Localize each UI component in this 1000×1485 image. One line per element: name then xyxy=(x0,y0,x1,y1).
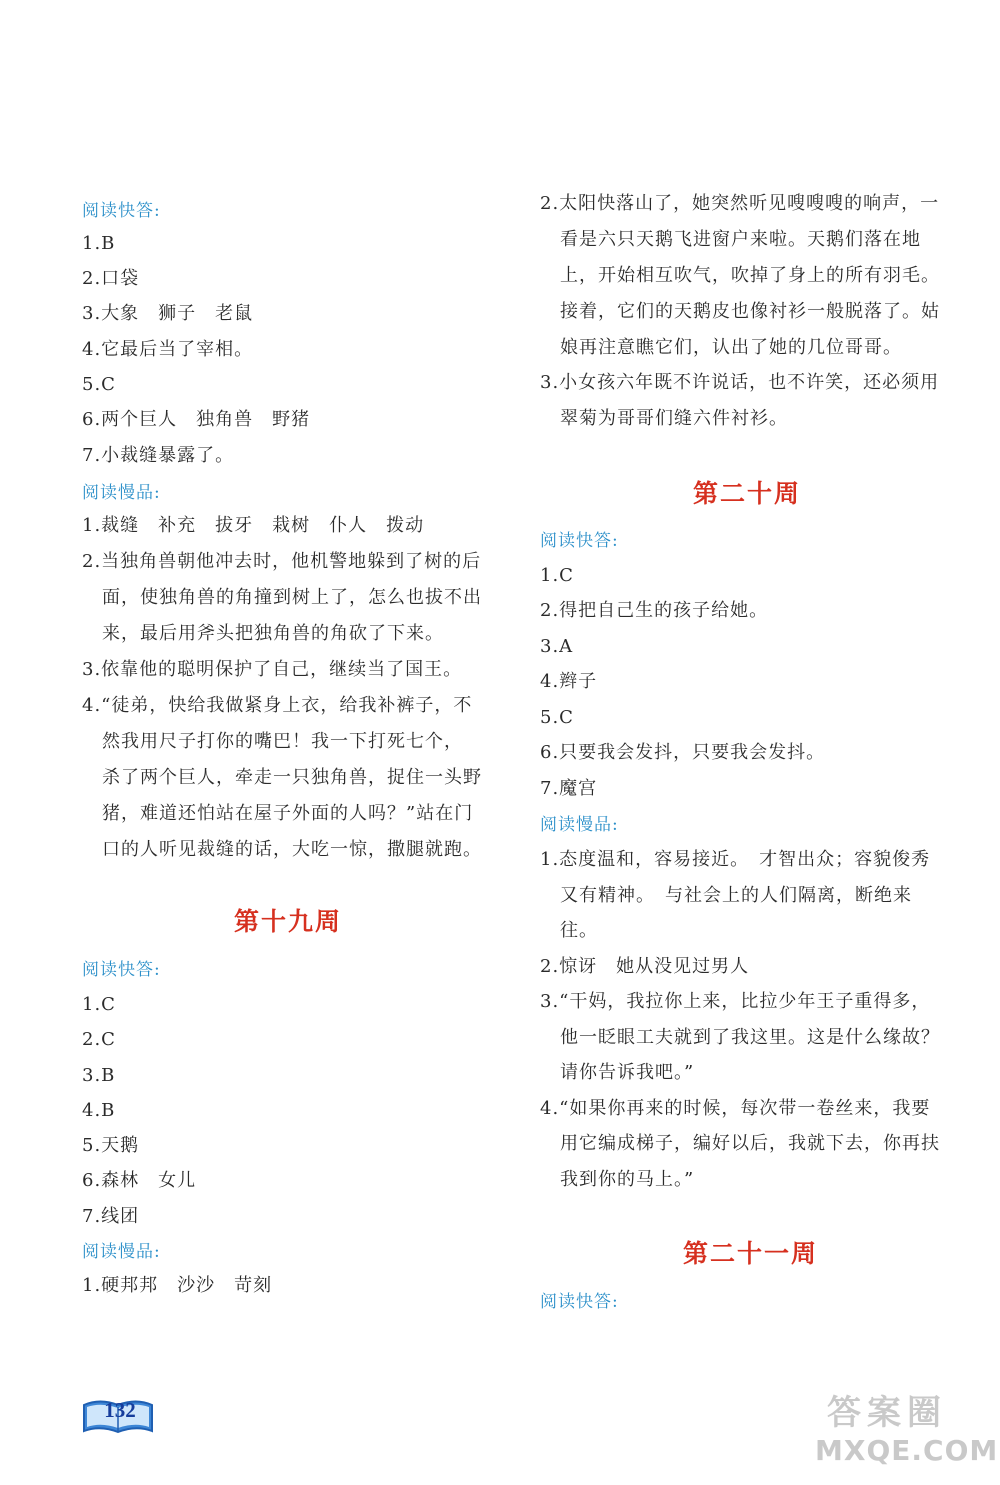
answer-line: 3.小女孩六年既不许说话，也不许笑，还必须用 xyxy=(540,372,940,393)
section-label: 阅读慢品: xyxy=(82,483,161,503)
answer-line: 娘再注意瞧它们，认出了她的几位哥哥。 xyxy=(560,337,902,358)
answer-line: 2.惊讶 她从没见过男人 xyxy=(540,956,750,977)
answer-line: 6.森林 女儿 xyxy=(82,1170,197,1191)
answer-line: 1.B xyxy=(82,233,116,254)
answer-line: 猪，难道还怕站在屋子外面的人吗？”站在门 xyxy=(102,803,474,824)
week-heading-21: 第二十一周 xyxy=(683,1239,819,1268)
answer-line: 3.A xyxy=(540,636,574,657)
answer-line: 3.依靠他的聪明保护了自己，继续当了国王。 xyxy=(82,659,463,680)
answer-line: 我到你的马上。” xyxy=(560,1169,695,1190)
section-label: 阅读快答: xyxy=(82,960,161,980)
answer-line: 往。 xyxy=(560,920,598,941)
answer-line: 4.B xyxy=(82,1100,116,1121)
answer-line: 2.C xyxy=(82,1029,116,1050)
answer-line: 5.C xyxy=(540,707,574,728)
answer-line: 来，最后用斧头把独角兽的角砍了下来。 xyxy=(102,623,444,644)
answer-line: 4.辫子 xyxy=(540,671,598,692)
answer-line: 1.态度温和，容易接近。 才智出众；容貌俊秀 xyxy=(540,849,931,870)
section-label: 阅读快答: xyxy=(540,531,619,551)
page-number: 132 xyxy=(104,1398,136,1422)
answer-line: 4.“如果你再来的时候，每次带一卷丝来，我要 xyxy=(540,1098,931,1119)
answer-line: 杀了两个巨人，牵走一只独角兽，捉住一头野 xyxy=(102,767,482,788)
answer-line: 口的人听见裁缝的话，大吃一惊，撒腿就跑。 xyxy=(102,839,482,860)
answer-line: 2.口袋 xyxy=(82,268,140,289)
answer-line: 2.得把自己生的孩子给她。 xyxy=(540,600,769,621)
answer-line: 1.硬邦邦 沙沙 苛刻 xyxy=(82,1275,273,1296)
section-label: 阅读慢品: xyxy=(82,1242,161,1262)
week-heading-20: 第二十周 xyxy=(693,479,802,508)
answer-line: 4.它最后当了宰相。 xyxy=(82,339,254,360)
answer-line: 又有精神。 与社会上的人们隔离，断绝来 xyxy=(560,885,912,906)
watermark-title: 答案圈 xyxy=(827,1393,947,1433)
section-label: 阅读快答: xyxy=(82,201,161,221)
answer-line: 1.裁缝 补充 拔牙 栽树 仆人 拨动 xyxy=(82,515,425,536)
answer-line: 6.只要我会发抖，只要我会发抖。 xyxy=(540,742,826,763)
answer-line: 上，开始相互吹气，吹掉了身上的所有羽毛。 xyxy=(560,265,940,286)
answer-line: 1.C xyxy=(540,565,574,586)
section-label: 阅读慢品: xyxy=(540,815,619,835)
answer-line: 翠菊为哥哥们缝六件衬衫。 xyxy=(560,408,788,429)
answer-line: 请你告诉我吧。” xyxy=(560,1062,695,1083)
watermark-logo xyxy=(815,1392,999,1478)
answer-line: 3.B xyxy=(82,1065,116,1086)
answer-line: 6.两个巨人 独角兽 野猪 xyxy=(82,409,311,430)
answer-line: 然我用尺子打你的嘴巴！我一下打死七个， xyxy=(102,731,463,752)
week-heading-19: 第十九周 xyxy=(234,907,343,936)
answer-line: 1.C xyxy=(82,994,116,1015)
answer-line: 2.太阳快落山了，她突然听见嗖嗖嗖的响声，一 xyxy=(540,193,940,214)
answer-line: 面，使独角兽的角撞到树上了，怎么也拔不出 xyxy=(102,587,482,608)
answer-line: 4.“徒弟，快给我做紧身上衣，给我补裤子，不 xyxy=(82,695,473,716)
answer-line: 3.大象 狮子 老鼠 xyxy=(82,303,254,324)
answer-line: 5.C xyxy=(82,374,116,395)
answer-line: 看是六只天鹅飞进窗户来啦。天鹅们落在地 xyxy=(560,229,921,250)
watermark-url: MXQE.COM xyxy=(815,1434,999,1467)
answer-line: 用它编成梯子，编好以后，我就下去，你再扶 xyxy=(560,1133,940,1154)
answer-line: 接着，它们的天鹅皮也像衬衫一般脱落了。姑 xyxy=(560,301,940,322)
answer-line: 5.天鹅 xyxy=(82,1135,140,1156)
answer-line: 2.当独角兽朝他冲去时，他机警地躲到了树的后 xyxy=(82,551,482,572)
section-label: 阅读快答: xyxy=(540,1292,619,1312)
answer-line: 7.魔宫 xyxy=(540,778,598,799)
answer-line: 3.“干妈，我拉你上来，比拉少年王子重得多， xyxy=(540,991,931,1012)
answer-line: 他一眨眼工夫就到了我这里。这是什么缘故？ xyxy=(560,1027,940,1048)
answer-line: 7.线团 xyxy=(82,1206,140,1227)
answer-line: 7.小裁缝暴露了。 xyxy=(82,445,235,466)
